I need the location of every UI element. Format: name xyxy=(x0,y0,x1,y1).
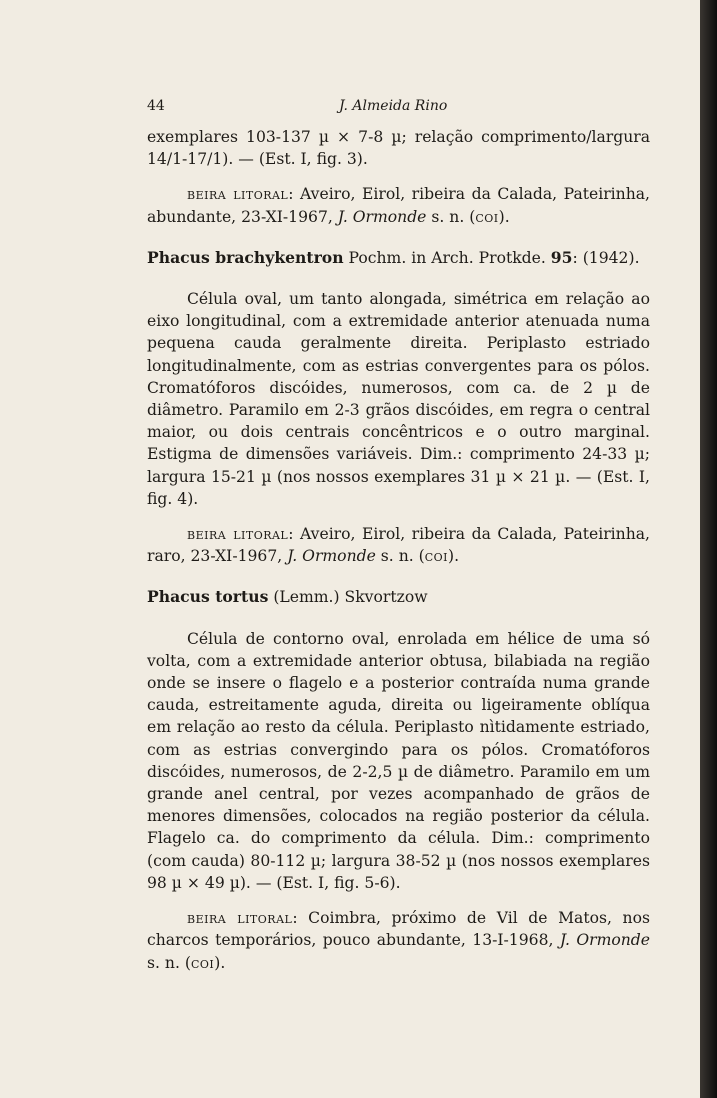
locality-text: s. n. ( xyxy=(375,547,425,566)
herbarium-code: coi xyxy=(424,547,449,566)
species-heading-2 xyxy=(147,586,650,608)
running-head: J. Almeida Rino xyxy=(339,98,448,114)
locality-record-3 xyxy=(147,907,650,974)
region-label: beira litoral xyxy=(187,909,293,928)
volume-number: 95 xyxy=(550,247,573,267)
herbarium-code: coi xyxy=(475,207,499,226)
page-body xyxy=(147,126,650,974)
species-name: Phacus brachykentron xyxy=(147,247,344,267)
locality-text: ). xyxy=(498,207,510,226)
paragraph-continuation: exemplares 103-137 µ × 7-8 µ; relação comprimento/largura 14/1-17/1). — (Est. I, fig. 3). xyxy=(147,128,650,169)
species-description-1: Célula oval, um tanto alongada, simétrica em relação ao eixo longitudinal, com a extremidade anterior atenuada numa pequena cauda geralmente direita. Periplasto estriado longitudinalmente, com as estrias convergentes para os pólos. Cromatóforos discóides, numerosos, com ca. de 2 µ de diâmetro. Paramilo em 2-3 grãos discóides, em regra o central maior, ou dois centrais concêntricos e o outro marginal. Estigma de dimensões variáveis. Dim.: comprimento 24-33 µ; largura 15-21 µ (nos nossos exemplares 31 µ × 21 µ. — (Est. I, fig. 4). xyxy=(147,290,650,508)
species-description-2: Célula de contorno oval, enrolada em hélice de uma só volta, com a extremidade anterior obtusa, bilabiada na região onde se insere o flagelo e a posterior contraída numa grande cauda, estreitamente aguda, direita ou ligeiramente oblíqua em relação ao resto da célula. Periplasto nìtidamente estriado, com as estrias convergindo para os pólos. Cromatóforos discóides, numerosos, de 2-2,5 µ de diâmetro. Paramilo em um grande anel central, por vezes acompanhado de grãos de menores dimensões, colocados na região posterior da célula. Flagelo ca. do comprimento da célula. Dim.: comprimento (com cauda) 80-112 µ; largura 38-52 µ (nos nossos exemplares 98 µ × 49 µ). — (Est. I, fig. 5-6). xyxy=(147,629,650,892)
species-citation: Pochm. in Arch. Protkde. xyxy=(343,248,551,267)
locality-text: s. n. ( xyxy=(426,207,476,226)
species-heading-1 xyxy=(147,247,650,269)
locality-text: ). xyxy=(214,953,226,972)
species-citation: (Lemm.) Skvortzow xyxy=(268,588,428,607)
locality-record-1 xyxy=(147,183,650,227)
collector-name: J. Ormonde xyxy=(559,931,651,950)
page-number: 44 xyxy=(147,98,165,114)
collector-name: J. Ormonde xyxy=(337,207,427,226)
herbarium-code: coi xyxy=(190,953,215,972)
locality-text: : Aveiro, Eirol, ribeira da Calada, Pateirinha, raro, 23-XI-1967, xyxy=(147,525,650,566)
locality-record-2 xyxy=(147,523,650,567)
locality-text: : Coimbra, próximo de Vil de Matos, nos charcos temporários, pouco abundante, 13-I-1968, xyxy=(147,909,650,950)
species-name: Phacus tortus xyxy=(147,587,269,607)
species-citation: : (1942). xyxy=(572,248,640,267)
page-header xyxy=(147,98,647,118)
locality-text: s. n. ( xyxy=(147,953,191,972)
locality-text: : Aveiro, Eirol, ribeira da Calada, Pateirinha, abundante, 23-XI-1967, xyxy=(147,185,650,226)
region-label: beira litoral xyxy=(187,525,289,544)
collector-name: J. Ormonde xyxy=(287,547,376,566)
locality-text: ). xyxy=(448,547,460,566)
region-label: beira litoral xyxy=(187,185,289,204)
book-spine-edge xyxy=(700,0,717,1098)
